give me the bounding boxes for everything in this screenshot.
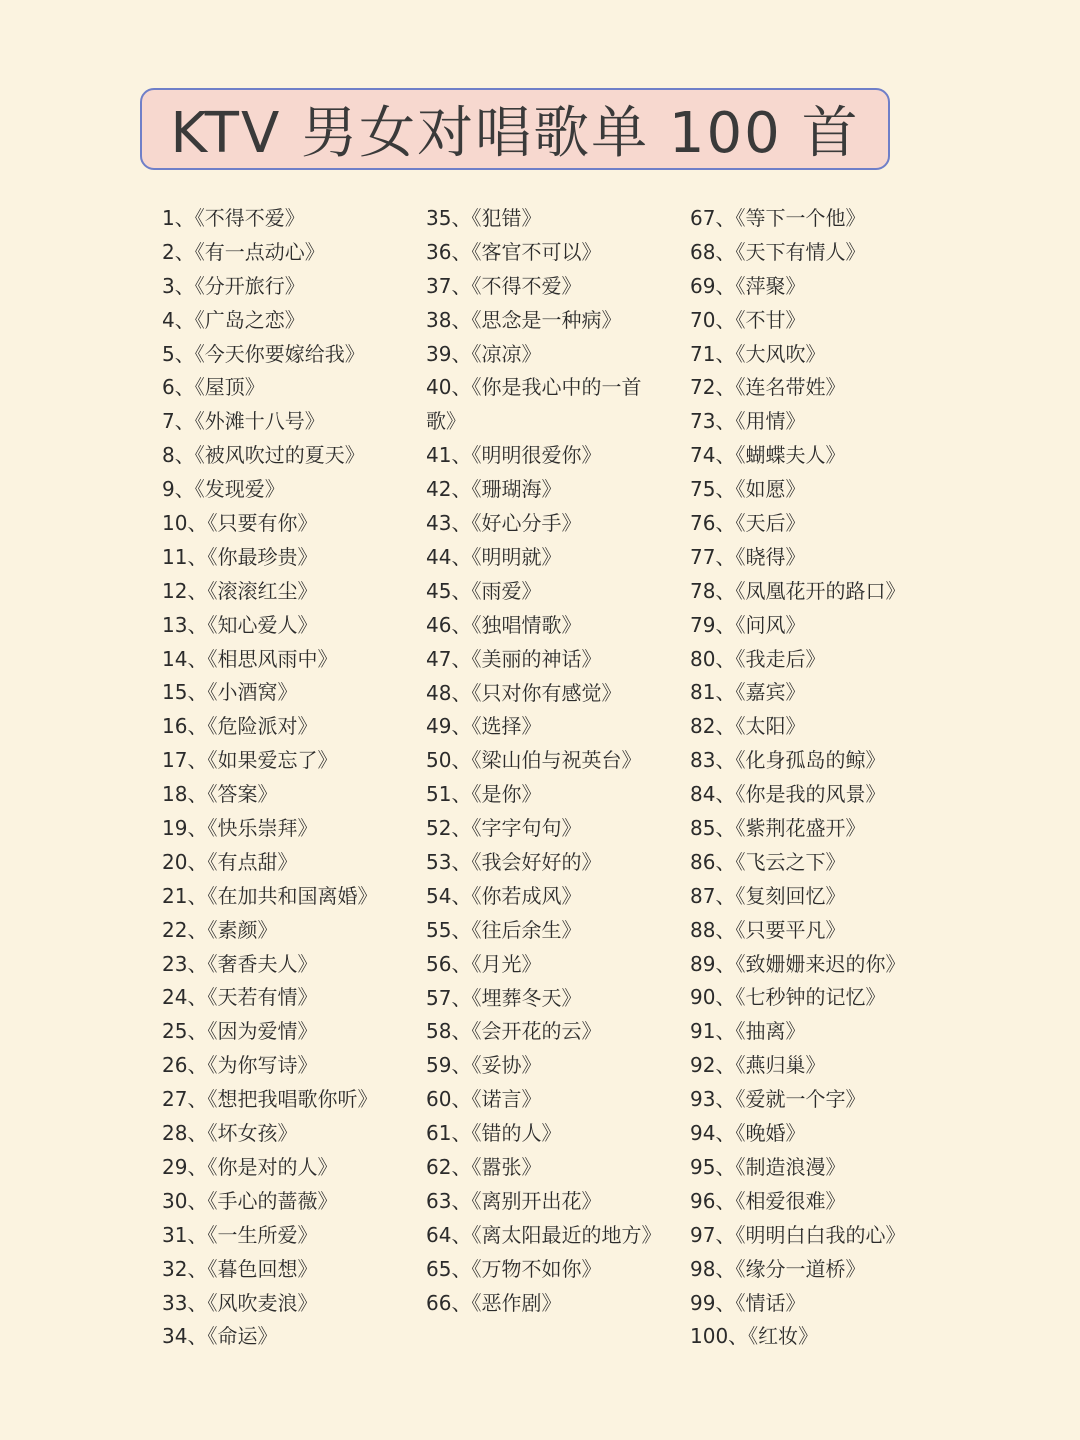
song-item: 97、《明明白白我的心》 <box>690 1222 906 1247</box>
song-item: 75、《如愿》 <box>690 477 806 502</box>
song-item: 33、《风吹麦浪》 <box>162 1290 318 1315</box>
song-item: 93、《爱就一个字》 <box>690 1087 866 1112</box>
song-item: 1、《不得不爱》 <box>162 206 305 230</box>
song-item: 57、《埋葬冬天》 <box>426 985 582 1010</box>
song-item: 74、《蝴蝶夫人》 <box>690 443 846 468</box>
song-item: 91、《抽离》 <box>690 1019 806 1044</box>
song-item: 83、《化身孤岛的鲸》 <box>690 748 886 773</box>
song-item: 54、《你若成风》 <box>426 883 582 908</box>
song-item: 73、《用情》 <box>690 409 806 434</box>
song-item: 42、《珊瑚海》 <box>426 477 562 502</box>
song-item: 22、《素颜》 <box>162 917 278 942</box>
song-item: 45、《雨爱》 <box>426 578 542 603</box>
song-item: 63、《离别开出花》 <box>426 1188 602 1213</box>
song-item: 26、《为你写诗》 <box>162 1053 318 1078</box>
song-item: 86、《飞云之下》 <box>690 849 846 874</box>
song-column-2 <box>426 202 676 1320</box>
song-item: 82、《太阳》 <box>690 714 806 739</box>
song-item: 59、《妥协》 <box>426 1053 542 1078</box>
song-item: 81、《嘉宾》 <box>690 680 806 705</box>
song-item: 88、《只要平凡》 <box>690 917 846 942</box>
song-item: 18、《答案》 <box>162 782 278 807</box>
title-banner <box>140 88 890 170</box>
song-item: 76、《天后》 <box>690 511 806 536</box>
song-item: 6、《屋顶》 <box>162 375 265 400</box>
song-item: 98、《缘分一道桥》 <box>690 1256 866 1281</box>
song-item: 80、《我走后》 <box>690 646 826 671</box>
song-item: 87、《复刻回忆》 <box>690 883 846 908</box>
song-item: 71、《大风吹》 <box>690 341 826 366</box>
song-item: 4、《广岛之恋》 <box>162 307 305 332</box>
song-item: 69、《萍聚》 <box>690 273 806 298</box>
song-item: 25、《因为爱情》 <box>162 1019 318 1044</box>
song-item: 34、《命运》 <box>162 1324 278 1349</box>
song-item: 68、《天下有情人》 <box>690 239 866 264</box>
song-item: 15、《小酒窝》 <box>162 680 298 705</box>
song-item: 32、《暮色回想》 <box>162 1256 318 1281</box>
song-item: 21、《在加共和国离婚》 <box>162 883 378 908</box>
song-item: 84、《你是我的风景》 <box>690 782 886 807</box>
song-item: 65、《万物不如你》 <box>426 1256 602 1281</box>
song-item: 23、《奢香夫人》 <box>162 951 318 976</box>
song-item: 30、《手心的蔷薇》 <box>162 1188 338 1213</box>
song-column-3 <box>690 202 950 1354</box>
song-item: 8、《被风吹过的夏天》 <box>162 443 365 468</box>
song-item: 78、《凤凰花开的路口》 <box>690 578 906 603</box>
song-item: 61、《错的人》 <box>426 1121 562 1146</box>
song-item: 28、《坏女孩》 <box>162 1121 298 1146</box>
song-item: 37、《不得不爱》 <box>426 273 582 298</box>
song-item: 40、《你是我心中的一首歌》 <box>426 375 642 434</box>
song-item: 2、《有一点动心》 <box>162 239 325 264</box>
song-item: 70、《不甘》 <box>690 307 806 332</box>
song-item: 12、《滚滚红尘》 <box>162 578 318 603</box>
song-item: 48、《只对你有感觉》 <box>426 680 622 705</box>
song-item: 94、《晚婚》 <box>690 1121 806 1146</box>
song-item: 50、《梁山伯与祝英台》 <box>426 748 642 773</box>
song-item: 66、《恶作剧》 <box>426 1290 562 1315</box>
song-item: 43、《好心分手》 <box>426 511 582 536</box>
song-item: 52、《字字句句》 <box>426 816 582 841</box>
page-title: KTV 男女对唱歌单 100 首 <box>170 101 860 166</box>
song-item: 56、《月光》 <box>426 951 542 976</box>
song-item: 20、《有点甜》 <box>162 849 298 874</box>
song-item: 13、《知心爱人》 <box>162 612 318 637</box>
song-item: 85、《紫荆花盛开》 <box>690 816 866 841</box>
song-item: 51、《是你》 <box>426 782 542 807</box>
song-item: 95、《制造浪漫》 <box>690 1154 846 1179</box>
song-item: 49、《选择》 <box>426 714 542 739</box>
song-item: 17、《如果爱忘了》 <box>162 748 338 773</box>
song-item: 62、《嚣张》 <box>426 1154 542 1179</box>
song-item: 11、《你最珍贵》 <box>162 544 318 569</box>
song-item: 9、《发现爱》 <box>162 477 285 502</box>
song-item: 67、《等下一个他》 <box>690 206 866 230</box>
song-item: 44、《明明就》 <box>426 544 562 569</box>
song-item: 90、《七秒钟的记忆》 <box>690 985 886 1010</box>
song-item: 10、《只要有你》 <box>162 511 318 536</box>
song-item: 7、《外滩十八号》 <box>162 409 325 434</box>
song-item: 47、《美丽的神话》 <box>426 646 602 671</box>
song-item: 55、《往后余生》 <box>426 917 582 942</box>
song-item: 58、《会开花的云》 <box>426 1019 602 1044</box>
song-item: 14、《相思风雨中》 <box>162 646 338 671</box>
song-item: 39、《凉凉》 <box>426 341 542 366</box>
song-item: 36、《客官不可以》 <box>426 239 602 264</box>
song-item: 96、《相爱很难》 <box>690 1188 846 1213</box>
song-item: 72、《连名带姓》 <box>690 375 846 400</box>
song-item: 27、《想把我唱歌你听》 <box>162 1087 378 1112</box>
song-item: 29、《你是对的人》 <box>162 1154 338 1179</box>
song-item: 64、《离太阳最近的地方》 <box>426 1222 662 1247</box>
song-item: 24、《天若有情》 <box>162 985 318 1010</box>
song-item: 53、《我会好好的》 <box>426 849 602 874</box>
song-item: 89、《致姗姗来迟的你》 <box>690 951 906 976</box>
song-item: 77、《晓得》 <box>690 544 806 569</box>
song-item: 3、《分开旅行》 <box>162 273 305 298</box>
song-item: 99、《情话》 <box>690 1290 806 1315</box>
song-item: 100、《红妆》 <box>690 1324 819 1349</box>
song-item: 92、《燕归巢》 <box>690 1053 826 1078</box>
song-item: 5、《今天你要嫁给我》 <box>162 341 365 366</box>
song-item: 19、《快乐崇拜》 <box>162 816 318 841</box>
song-item: 16、《危险派对》 <box>162 714 318 739</box>
song-column-1 <box>162 202 412 1354</box>
song-item: 46、《独唱情歌》 <box>426 612 582 637</box>
song-item: 31、《一生所爱》 <box>162 1222 318 1247</box>
song-item: 79、《问风》 <box>690 612 806 637</box>
song-item: 35、《犯错》 <box>426 206 542 230</box>
song-item: 60、《诺言》 <box>426 1087 542 1112</box>
song-item: 38、《思念是一种病》 <box>426 307 622 332</box>
song-item: 41、《明明很爱你》 <box>426 443 602 468</box>
